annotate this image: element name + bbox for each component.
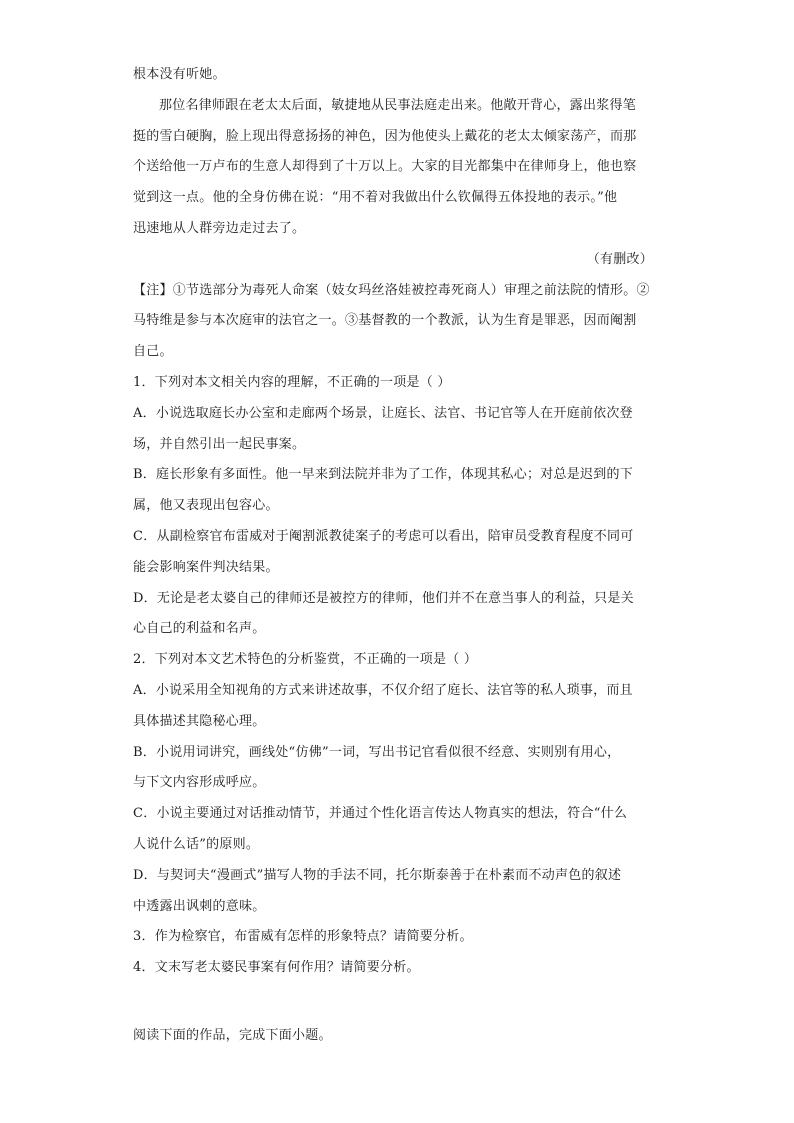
question-1-option-d-cont: 心自己的利益和名声。 — [133, 621, 266, 637]
source-note: （有删改） — [586, 251, 653, 267]
question-1-option-a-cont: 场，并自然引出一起民事案。 — [133, 436, 306, 452]
question-1-option-a: A．小说选取庭长办公室和走廊两个场景，让庭长、法官、书记官等人在开庭前依次登 — [133, 405, 633, 421]
question-2-option-b: B．小说用词讲究，画线处“仿佛”一词，写出书记官看似很不经意、实则别有用心， — [133, 744, 621, 760]
question-2-option-c: C．小说主要通过对话推动情节，并通过个性化语言传达人物真实的想法，符合“什么 — [133, 806, 628, 822]
passage-line: 个送给他一万卢布的生意人却得到了十万以上。大家的目光都集中在律师身上，他也察 — [133, 159, 637, 175]
question-1-option-d: D．无论是老太婆自己的律师还是被控方的律师，他们并不在意当事人的利益，只是关 — [133, 590, 634, 606]
passage-line: 迅速地从人群旁边走过去了。 — [133, 220, 306, 236]
passage-line: 根本没有听她。 — [133, 67, 226, 82]
question-4: 4．文末写老太婆民事案有何作用？请简要分析。 — [133, 960, 420, 976]
question-2-option-a: A．小说采用全知视角的方式来讲述故事，不仅介绍了庭长、法官等的私人琐事，而且 — [133, 682, 633, 698]
question-2-stem: 2．下列对本文艺术特色的分析鉴赏，不正确的一项是（ ） — [133, 652, 478, 668]
section-gap — [133, 984, 665, 1021]
page-content — [133, 60, 665, 1052]
question-1-option-c-cont: 能会影响案件判决结果。 — [133, 559, 279, 575]
question-1-stem: 1．下列对本文相关内容的理解，不正确的一项是（ ） — [133, 374, 451, 390]
footnote-line: 自己。 — [133, 344, 173, 360]
question-3: 3．作为检察官，布雷威有怎样的形象特点？请简要分析。 — [133, 929, 473, 945]
passage-line: 觉到这一点。他的全身仿佛在说：“用不着对我做出什么钦佩得五体投地的表示。”他 — [133, 190, 618, 206]
question-2-option-a-cont: 具体描述其隐秘心理。 — [133, 713, 266, 729]
footnote-line: 【注】①节选部分为毒死人命案（妓女玛丝洛娃被控毒死商人）审理之前法院的情形。② — [133, 282, 650, 298]
question-2-option-d: D．与契诃夫“漫画式”描写人物的手法不同，托尔斯泰善于在朴素而不动声色的叙述 — [133, 867, 622, 883]
passage-line: 挺的雪白硬胸，脸上现出得意扬扬的神色，因为他使头上戴花的老太太倾家荡产，而那 — [133, 128, 637, 144]
question-2-option-c-cont: 人说什么话”的原则。 — [133, 836, 260, 852]
footnote-line: 马特维是参与本次庭审的法官之一。③基督教的一个教派，认为生育是罪恶，因而阉割 — [133, 313, 637, 329]
question-1-option-c: C．从副检察官布雷威对于阉割派教徒案子的考虑可以看出，陪审员受教育程度不同可 — [133, 528, 634, 544]
passage-line: 那位名律师跟在老太太后面，敏捷地从民事法庭走出来。他敞开背心，露出浆得笔 — [159, 97, 637, 113]
question-2-option-d-cont: 中透露出讽刺的意味。 — [133, 898, 266, 914]
question-1-option-b: B．庭长形象有多面性。他一早来到法院并非为了工作，体现其私心；对总是迟到的下 — [133, 467, 634, 483]
next-section-instruction: 阅读下面的作品，完成下面小题。 — [133, 1027, 332, 1043]
question-2-option-b-cont: 与下文内容形成呼应。 — [133, 775, 266, 791]
question-1-option-b-cont: 属，他又表现出包容心。 — [133, 498, 279, 514]
